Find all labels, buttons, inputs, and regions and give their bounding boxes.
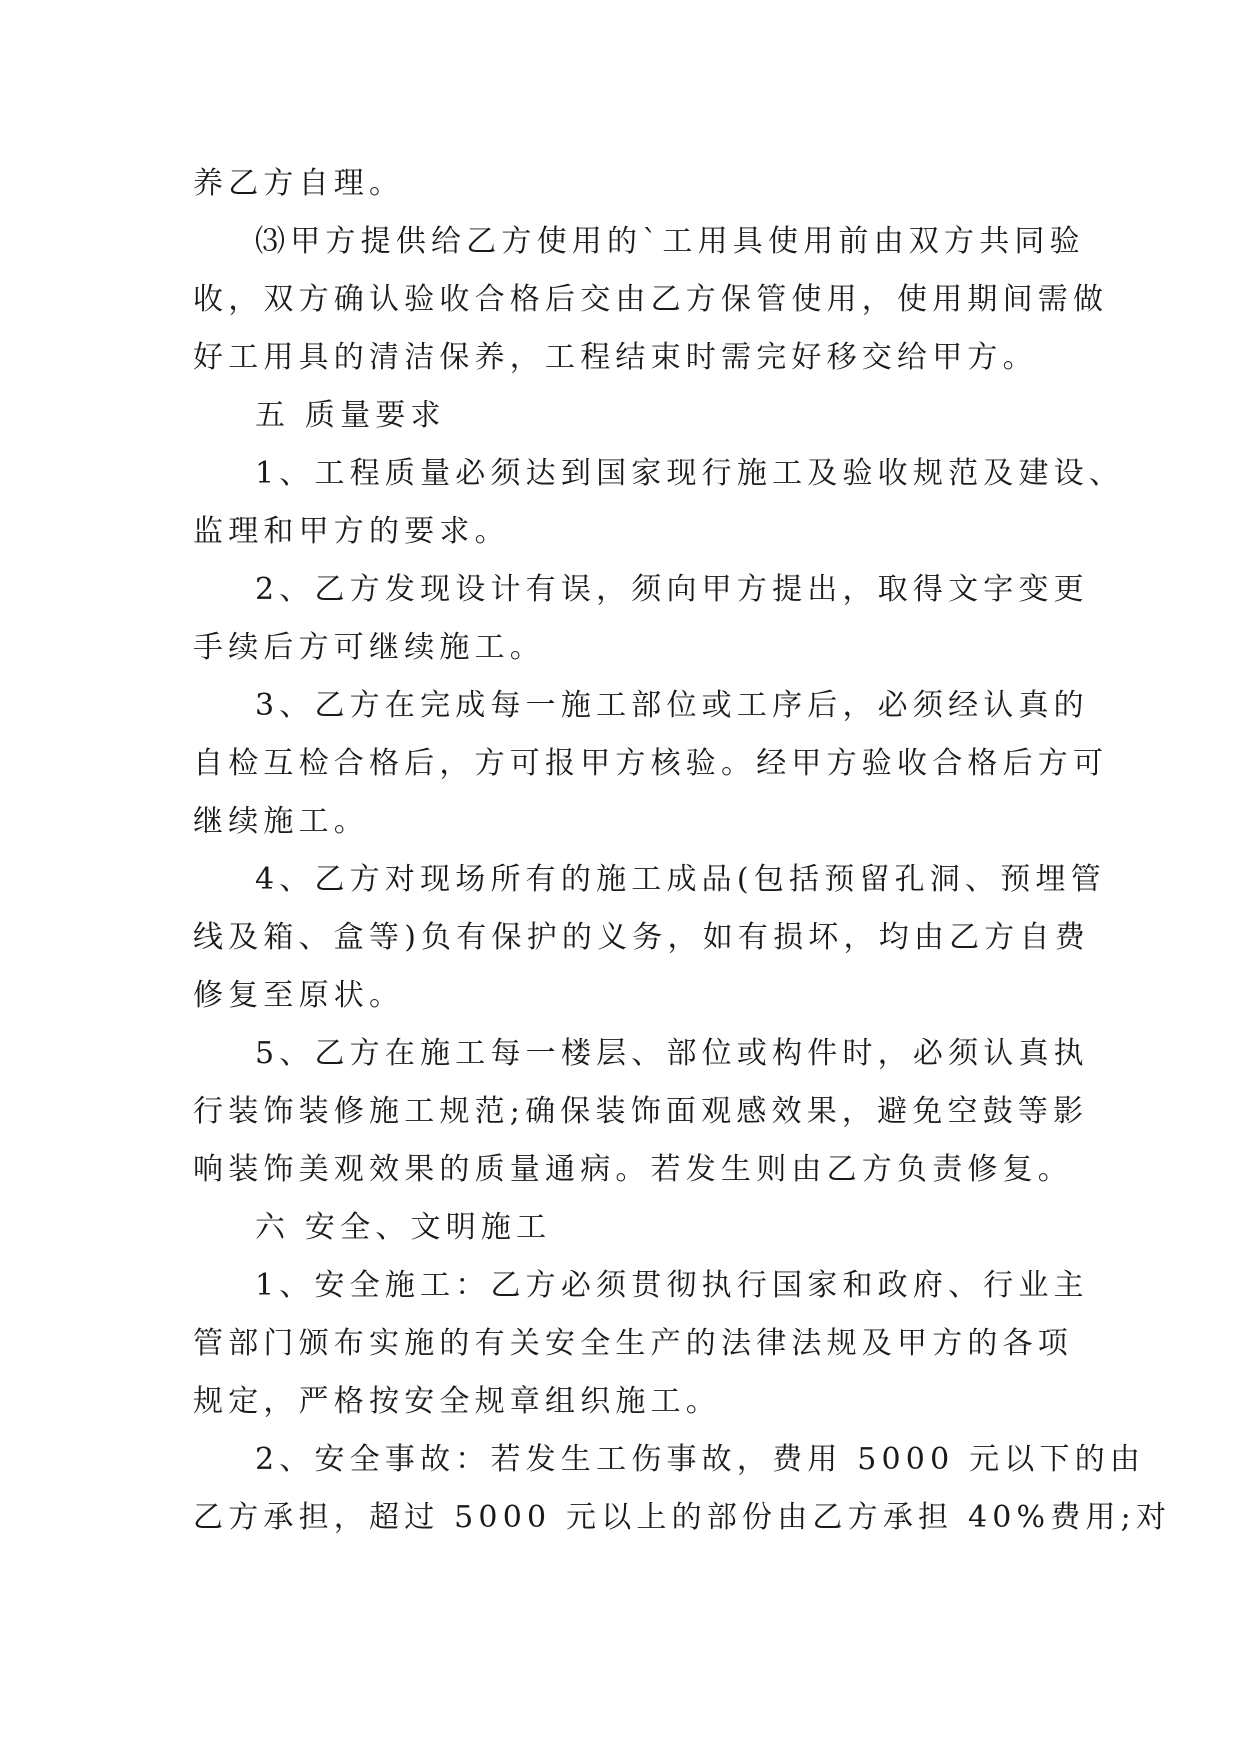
text-line: 继续施工。 (193, 804, 369, 839)
text-line: 行装饰装修施工规范;确保装饰面观感效果，避免空鼓等影 (193, 1094, 1089, 1129)
text-line: 管部门颁布实施的有关安全生产的法律法规及甲方的各项 (193, 1326, 1073, 1361)
text-line: 2、乙方发现设计有误，须向甲方提出，取得文字变更 (255, 572, 1089, 607)
text-line: 3、乙方在完成每一施工部位或工序后，必须经认真的 (255, 688, 1089, 723)
text-line: 收，双方确认验收合格后交由乙方保管使用，使用期间需做 (193, 282, 1109, 317)
text-line: 规定，严格按安全规章组织施工。 (193, 1384, 721, 1419)
text-line: ⑶甲方提供给乙方使用的`工用具使用前由双方共同验 (255, 224, 1085, 259)
text-line: 响装饰美观效果的质量通病。若发生则由乙方负责修复。 (193, 1152, 1073, 1187)
text-line: 2、安全事故：若发生工伤事故，费用 5000 元以下的由 (255, 1442, 1146, 1477)
text-line: 线及箱、盒等)负有保护的义务，如有损坏，均由乙方自费 (193, 920, 1090, 955)
text-line: 好工用具的清洁保养，工程结束时需完好移交给甲方。 (193, 340, 1038, 375)
text-line: 5、乙方在施工每一楼层、部位或构件时，必须认真执 (255, 1036, 1089, 1071)
section-heading: 六 安全、文明施工 (255, 1210, 552, 1245)
text-line: 手续后方可继续施工。 (193, 630, 545, 665)
document-body (193, 155, 1172, 1547)
text-line: 乙方承担，超过 5000 元以上的部份由乙方承担 40%费用;对 (193, 1500, 1172, 1535)
text-line: 1、工程质量必须达到国家现行施工及验收规范及建设、 (255, 456, 1125, 491)
text-line: 自检互检合格后，方可报甲方核验。经甲方验收合格后方可 (193, 746, 1109, 781)
text-line: 修复至原状。 (193, 978, 405, 1013)
section-heading: 五 质量要求 (255, 398, 446, 433)
text-line: 1、安全施工：乙方必须贯彻执行国家和政府、行业主 (255, 1268, 1089, 1303)
text-line: 4、乙方对现场所有的施工成品(包括预留孔洞、预埋管 (255, 862, 1106, 897)
text-line: 养乙方自理。 (193, 166, 405, 201)
text-line: 监理和甲方的要求。 (193, 514, 510, 549)
